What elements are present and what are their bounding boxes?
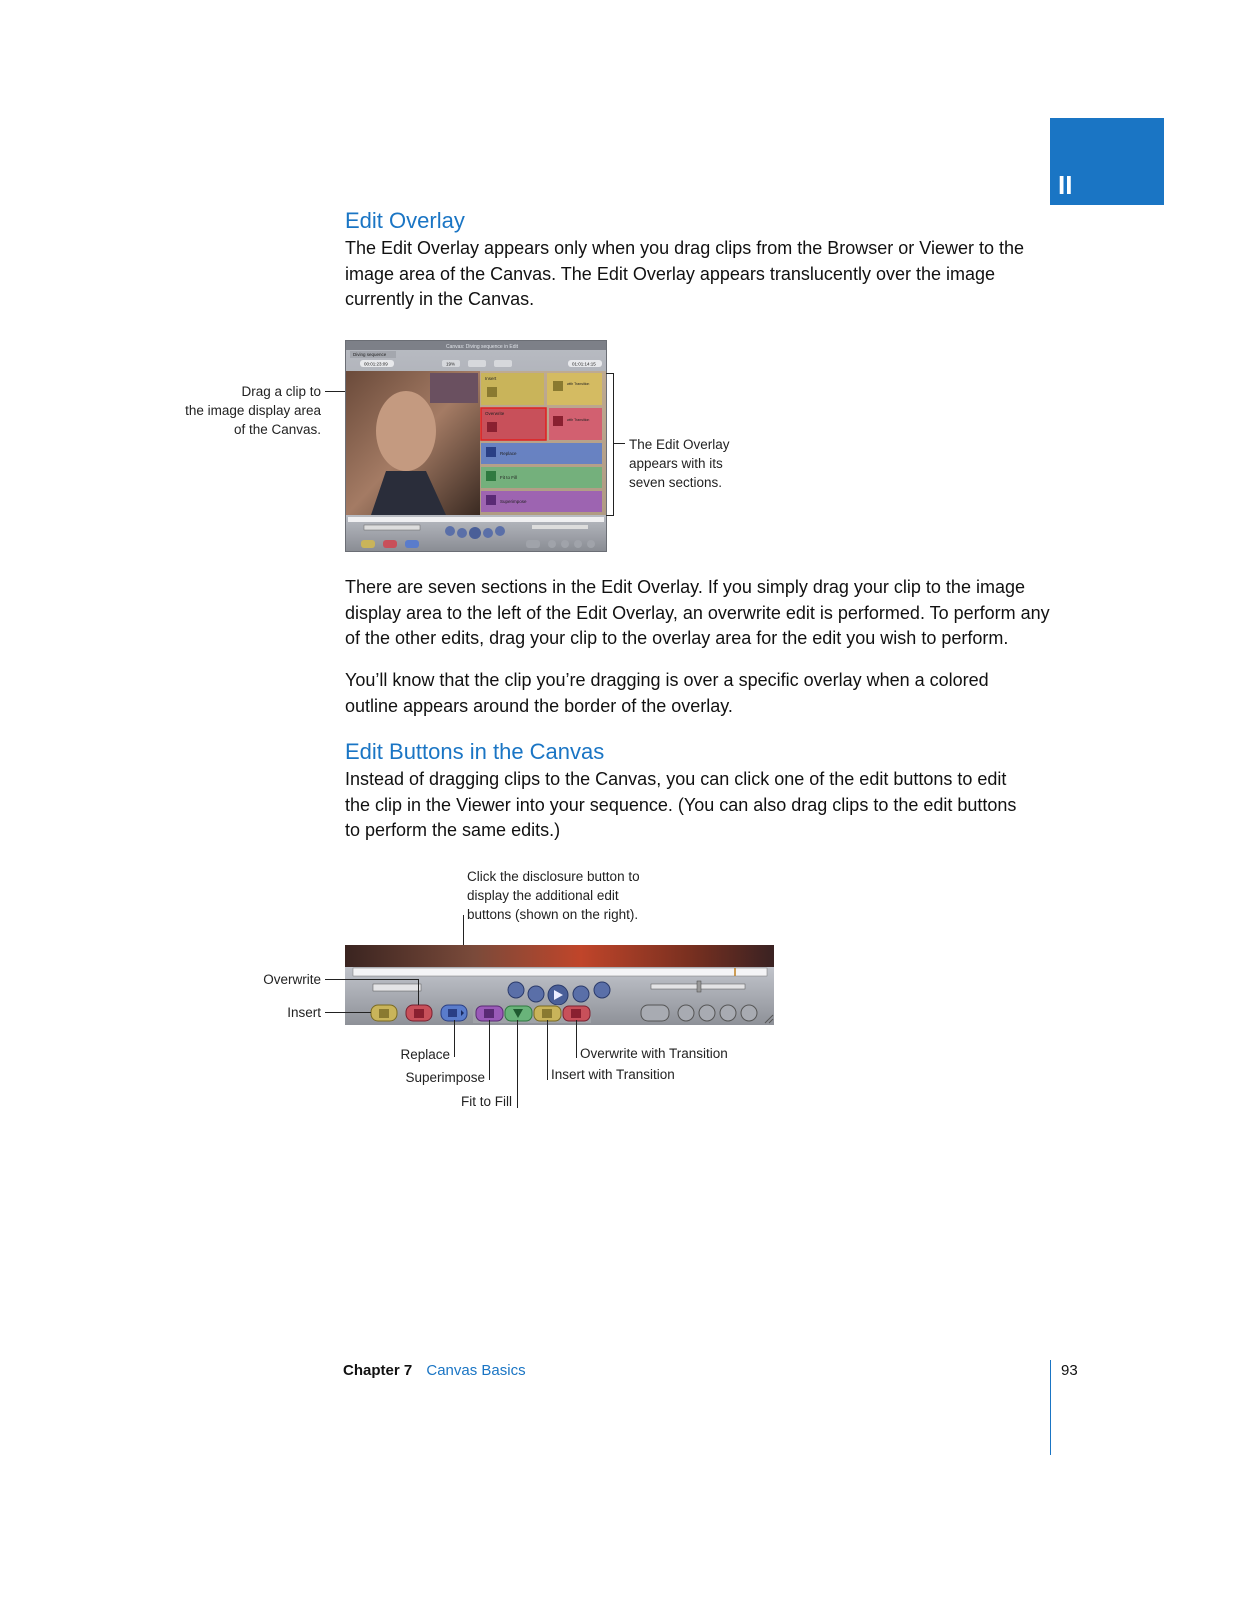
previous-edit-button[interactable] — [528, 986, 544, 1002]
add-keyframe-button[interactable] — [699, 1005, 715, 1021]
label-insert: Insert — [287, 1005, 321, 1020]
shuttle-control[interactable] — [373, 984, 421, 991]
text-line: You’ll know that the clip you’re dragging is over a specific overlay when a colored — [345, 670, 989, 690]
zoom-popup[interactable]: 19% — [446, 361, 456, 367]
bracket-vertical — [613, 373, 614, 516]
window-tab[interactable]: Diving sequence — [353, 352, 387, 357]
overlay-fit-to-fill-label: Fit to Fill — [500, 475, 518, 480]
overlay-overwrite-transition-label: with Transition — [567, 418, 590, 422]
label-fit-to-fill: Fit to Fill — [460, 1094, 512, 1109]
transport-button[interactable] — [457, 528, 467, 538]
scrubber-bar[interactable] — [353, 968, 767, 976]
leader-superimpose — [489, 1020, 490, 1080]
play-around-button[interactable] — [594, 982, 610, 998]
text-line: currently in the Canvas. — [345, 289, 535, 309]
window-title: Canvas: Diving sequence in Edit — [446, 344, 518, 350]
callout-line: The Edit Overlay — [629, 437, 730, 452]
bracket-leader — [613, 443, 625, 444]
callout-line: buttons (shown on the right). — [467, 907, 639, 922]
leader-overwrite-h — [325, 979, 418, 980]
leader-insert — [325, 1012, 371, 1013]
paragraph-edit-overlay-intro — [345, 236, 1065, 313]
label-overwrite: Overwrite — [263, 972, 321, 987]
canvas-controls-graphic — [345, 945, 774, 1025]
section-heading-edit-overlay: Edit Overlay — [345, 208, 465, 233]
text-line: The Edit Overlay appears only when you drag clips from the Browser or Viewer to the — [345, 238, 1024, 258]
leader-insert-transition — [547, 1020, 548, 1080]
text-line: display area to the left of the Edit Overlay, an overwrite edit is performed. To perform any — [345, 602, 1050, 623]
callout-line: seven sections. — [629, 475, 723, 490]
timecode-left[interactable]: 00:01:23:09 — [364, 361, 388, 367]
transport-button[interactable] — [445, 526, 455, 536]
overlay-insert-label: Insert — [485, 376, 497, 381]
footer-rule — [1050, 1360, 1051, 1455]
text-line: of the other edits, drag your clip to the overlay area for the edit you wish to perform. — [345, 628, 1009, 648]
canvas-controls-strip — [345, 945, 774, 1025]
footer-chapter-title: Canvas Basics — [426, 1362, 526, 1379]
callout-line: display the additional edit — [467, 888, 619, 903]
label-overwrite-with-transition: Overwrite with Transition — [580, 1046, 728, 1061]
page-number: 93 — [1061, 1362, 1078, 1379]
callout-disclosure-button — [467, 867, 687, 924]
label-replace: Replace — [400, 1047, 450, 1062]
footer-chapter — [343, 1362, 526, 1379]
overlay-superimpose-label: Superimpose — [500, 499, 527, 504]
text-line: There are seven sections in the Edit Overlay. If you simply drag your clip to the image — [345, 577, 1025, 597]
bracket-bottom — [606, 515, 614, 516]
play-button[interactable] — [469, 527, 481, 539]
label-superimpose: Superimpose — [405, 1070, 485, 1085]
leader-replace — [454, 1020, 455, 1057]
insert-button-small[interactable] — [361, 540, 375, 548]
canvas-window — [345, 340, 607, 552]
overlay-overwrite-label: Overwrite — [485, 411, 505, 416]
next-edit-button[interactable] — [573, 986, 589, 1002]
leader-overwrite-v — [418, 979, 419, 1005]
overwrite-button-small[interactable] — [383, 540, 397, 548]
paragraph-edit-buttons — [345, 767, 1065, 844]
leader-fit-to-fill — [517, 1020, 518, 1108]
match-frame-button[interactable] — [641, 1005, 669, 1021]
callout-line: Click the disclosure button to — [467, 869, 640, 884]
callout-line: Drag a clip to — [241, 384, 321, 399]
add-marker-button[interactable] — [720, 1005, 736, 1021]
callout-line: appears with its — [629, 456, 723, 471]
transport-button[interactable] — [495, 526, 505, 536]
play-in-to-out-button[interactable] — [508, 982, 524, 998]
text-line: Instead of dragging clips to the Canvas, you can click one of the edit buttons to edit — [345, 769, 1007, 789]
text-line: the clip in the Viewer into your sequence. (You can also drag clips to the edit buttons — [345, 794, 1017, 815]
mark-clip-button[interactable] — [678, 1005, 694, 1021]
footer-chapter-number: Chapter 7 — [343, 1362, 413, 1379]
timecode-right[interactable]: 01:01:14:15 — [572, 361, 596, 367]
text-line: image area of the Canvas. The Edit Overlay appears translucently over the image — [345, 263, 996, 284]
transport-button[interactable] — [483, 528, 493, 538]
text-line: outline appears around the border of the overlay. — [345, 695, 733, 716]
paragraph-colored-outline — [345, 668, 1065, 719]
leader-overwrite-transition — [576, 1020, 577, 1058]
part-tab — [1050, 118, 1164, 205]
overlay-insert-transition-label: with Transition — [567, 382, 590, 386]
replace-button-small[interactable] — [405, 540, 419, 548]
mark-in-button[interactable] — [741, 1005, 757, 1021]
callout-line: of the Canvas. — [233, 422, 321, 437]
callout-line: the image display area — [185, 403, 321, 418]
canvas-window-graphic — [346, 341, 606, 551]
overlay-replace-label: Replace — [500, 451, 517, 456]
label-insert-with-transition: Insert with Transition — [551, 1067, 675, 1082]
paragraph-seven-sections — [345, 575, 1065, 652]
bracket-top — [606, 373, 614, 374]
section-heading-edit-buttons: Edit Buttons in the Canvas — [345, 739, 605, 764]
callout-drag-clip — [150, 382, 321, 439]
callout-edit-overlay-sections — [629, 435, 789, 492]
part-tab-label: II — [1058, 170, 1073, 200]
text-line: to perform the same edits.) — [345, 820, 561, 840]
